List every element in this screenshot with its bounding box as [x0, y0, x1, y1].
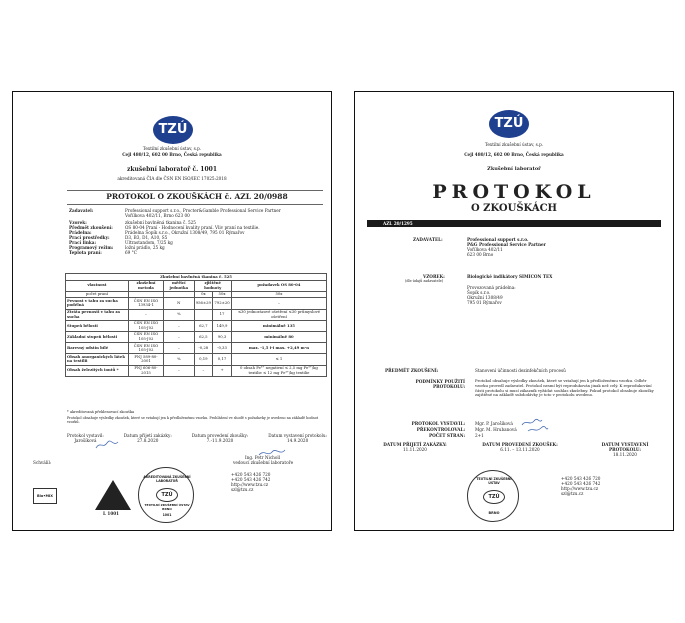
approver-role: vedoucí zkušební laboratoře [233, 460, 294, 465]
table-row: Obsah anorganických látek na textilii PNJ 589-80-2001 % 0,19 0,17 ≤ 1 [66, 354, 327, 365]
issued-by: Protokol vystavil: Jarošíková [67, 433, 104, 443]
lab-name: zkušební laboratoř č. 1001 [126, 166, 217, 173]
header-row: Prádelna: Prádelna Šopík s.r.o., Okružní 1308/49, 795 01 Rýmařov [69, 230, 245, 235]
org-address: Cejl 480/12, 602 00 Brno, Česká republika [464, 152, 564, 157]
divider [67, 204, 323, 205]
header-row: Prací prostředky: D3, B3, D1, A10, S5 [69, 235, 168, 240]
pages-value: 2+1 [475, 433, 484, 438]
table-row: Barevný odstín bílé ČSN EN ISO 105-J02 – -0,28 -0,33 max. -1,5 i-i max. +2,49 m-n [66, 343, 327, 354]
phone-2: +420 543 426 742 [561, 481, 601, 486]
test-date: DATUM PROVEDENÍ ZKOUŠEK: 6.11. – 13.11.2020 [482, 442, 558, 452]
cia-label: L 1001 [103, 511, 120, 516]
checked-label: PŘEKONTROLOVAL: [416, 427, 465, 432]
column-header: zkušební metoda [128, 280, 163, 291]
accreditation: akreditovaná ČIA dle ČSN EN ISO/IEC 17025:2018 [117, 176, 227, 181]
protocol-number: AZL 20/1295 [383, 221, 413, 226]
approver-name: Ing. Petr Nicholl [245, 455, 281, 460]
client-label: ZADAVATEL: [413, 237, 443, 242]
protocol-title: PROTOKOL O ZKOUŠKÁCH č. AZL 20/0988 [106, 192, 288, 201]
header-row: Zadavatel: Professional support s.r.o., Procter&Gamble Professional Service Partner [69, 208, 281, 213]
protocol-page-left [12, 91, 332, 531]
tzu-logo: TZÚ [153, 116, 193, 144]
contact-block [231, 472, 270, 492]
protocol-page-right [354, 91, 674, 531]
phone-1: +420 543 426 720 [231, 472, 271, 477]
dates-row [375, 442, 665, 457]
results-table [65, 273, 327, 377]
tzu-logo: TZÚ [489, 110, 529, 138]
table-row: Pevnost v tahu za sucha podélná ČSN EN ISO 13934-1 N 956±29 792±20 – [66, 298, 327, 309]
email-link: szl@tzu.cz [561, 491, 584, 496]
contact-block [561, 476, 600, 496]
sample-label: VZOREK: [423, 274, 445, 279]
org-name: Textilní zkušební ústav, s.p. [484, 142, 544, 147]
column-header: zjištěné hodnoty [194, 280, 231, 291]
issued-label: PROTOKOL VYSTAVIL: [411, 421, 465, 426]
order-date: Datum přijetí zakázky: 27.8.2020 [123, 433, 172, 443]
protocol-subtitle: O ZKOUŠKÁCH [470, 203, 558, 214]
column-header: vlastnost [66, 280, 129, 291]
client-block: Professional support s.r.o. P&G Professional Service Partner Vořílkova 402/11 623 00 Brno [467, 237, 546, 257]
table-row: Ztráta pevnosti v tahu za sucha – % 17 ≤30 jednorázové ošetření ≤30 průmyslové ošetření [66, 309, 327, 320]
approved-label: Schválil: [33, 460, 52, 465]
subject-label: PŘEDMĚT ZKOUŠENÍ: [385, 368, 439, 373]
table-title: Zkušební bavlněná tkanina č. 525 [66, 274, 327, 281]
biomix-logo: Bio•MIX [33, 488, 57, 504]
accreditation-seal: AKREDITOVANÁ ZKUŠEBNÍ LABORATOŘ TZÚ TEXTILNÍ ZKUŠEBNÍ ÚSTAV BRNO 1001 [138, 467, 194, 523]
protocol-title: PROTOKOL [432, 181, 596, 203]
issue-date: Datum vystavení protokolu: 14.9.2020 [268, 433, 327, 443]
website-link: http://www.tzu.cz [231, 482, 269, 487]
institute-seal: TEXTILNÍ ZKUŠEBNÍ ÚSTAV TZÚ BRNO [467, 470, 519, 522]
header-block [69, 208, 329, 255]
laundry-block: Provozovaná prádelna: Šopík s.r.o. Okružní 1308/49 795 01 Rýmařov [467, 285, 516, 305]
header-row: Teplota praní: 69 °C [69, 250, 137, 255]
footnote: * akreditovaná překlenovací zkouška [67, 410, 135, 414]
header-row: Prací linka: Ultrastandom, 7/25 kg [69, 240, 173, 245]
order-date: DATUM PŘIJETÍ ZAKÁZKY: 11.11.2020 [383, 442, 447, 452]
org-name: Textilní zkušební ústav, s.p. [142, 146, 202, 151]
org-address: Cejl 480/12, 602 00 Brno, Česká republika [122, 152, 222, 157]
checked-value: Mgr. M. Hrubanová [475, 427, 517, 432]
sample-sublabel: (dle údajů zadavatele) [405, 279, 444, 283]
issue-date: DATUM VYSTAVENÍ PROTOKOLU: 18.11.2020 [601, 442, 649, 457]
table-header-row [66, 280, 327, 291]
conditions-label: PODMÍNKY POUŽITÍ PROTOKOLU: [415, 379, 465, 389]
header-row: Programový režim: ložní prádlo, 25 kg [69, 245, 165, 250]
column-header: požadavek OS 80-04 [231, 280, 326, 291]
cia-triangle-logo [95, 480, 131, 510]
checker-signature [527, 425, 549, 434]
issued-value: Mgr. P. Jarošíková [475, 421, 513, 426]
phone-2: +420 543 426 742 [231, 477, 271, 482]
divider [67, 190, 323, 191]
column-header: měřicí jednotka [164, 280, 194, 291]
table-row: Stupeň bělosti ČSN EN ISO 105-J02 – 62,7 149,9 minimálně 135 [66, 320, 327, 331]
pages-label: POČET STRAN: [429, 433, 465, 438]
website-link: http://www.tzu.cz [561, 486, 599, 491]
signature-mark [95, 440, 119, 450]
conditions-value: Protokol obsahuje výsledky zkoušek, které se vztahují jen k předloženému vzorku. Odběr vzorku provedl zadavatel. Protokol nesmí být reprodukován jinak než celý. K reprodukování části protokolu si musí zákazník vyžádat souhlas zkušebny. Pokud protokol obsahuje zkoušky zajištěné na základě subdodávky je toto v protokolu uvedeno. [475, 378, 654, 398]
lab-name: Zkušební laboratoř [487, 166, 541, 172]
table-sub-header-row: počet praní 0x 50x 50x [66, 291, 327, 298]
subject-value: Stanovení účinnosti dezinfekčních procesů [475, 368, 566, 373]
table-row: Obsah železitých iontů * PNJ 606-80-2015 – – + 0 obsah Fe³⁺ negativní ≤ 2,5 mg Fe³⁺/kg textilie ≤ 12 mg Fe³⁺/kg textilie [66, 365, 327, 376]
header-row: Vzorek: zkušební bavlněná tkanina č. 525 [69, 220, 196, 225]
phone-1: +420 543 426 720 [561, 476, 601, 481]
number-bar [367, 220, 661, 227]
table-title-row [66, 274, 327, 281]
disclaimer: Protokol obsahuje výsledky zkoušek, které se vztahují jen k předloženému vzorku. Prohlášení ve shodě s požadavky je uvedeno na základě hodnot vzorků. [67, 416, 319, 424]
header-row: Předmět zkoušení: OS 80-04 Praní - Hodnocení kvality praní. Vliv praní na textilie. [69, 225, 260, 230]
email-link: szl@tzu.cz [231, 487, 254, 492]
header-row: Vořílkova 402/11, Brno 623 00 [125, 213, 190, 218]
sample-value: Biologické indikátory SIMICON TEX [467, 274, 553, 279]
table-row: Základní stupeň bělosti ČSN EN ISO 105-J02 – 62,5 90,3 minimálně 80 [66, 331, 327, 342]
test-date: Datum provedení zkoušky: 7.-11.9.2020 [191, 433, 249, 443]
